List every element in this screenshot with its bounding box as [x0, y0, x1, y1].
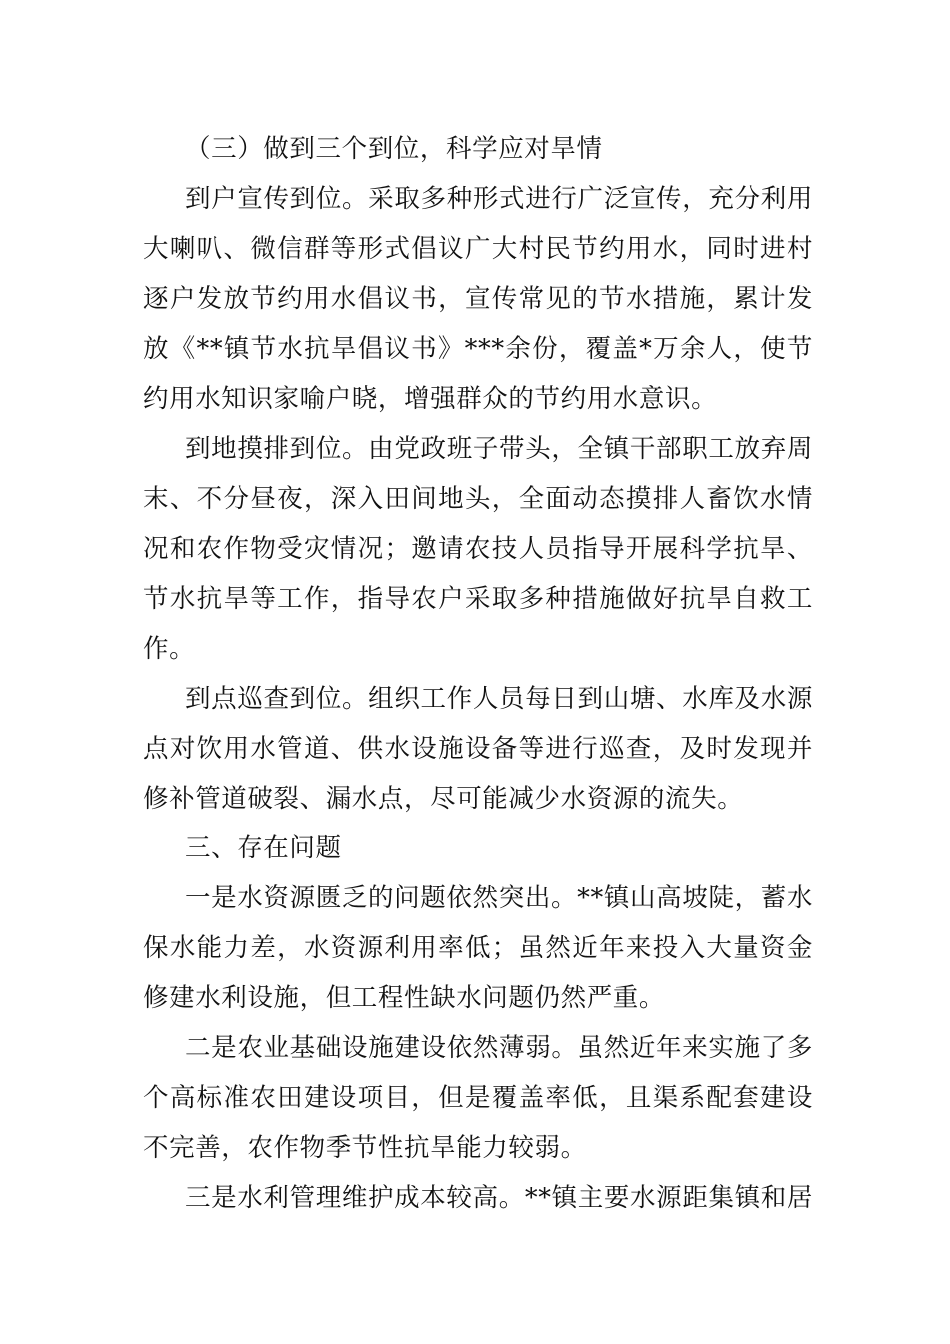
paragraph-line: 点对饮用水管道、供水设施设备等进行巡查，及时发现并	[143, 734, 813, 764]
paragraph-line: 修建水利设施，但工程性缺水问题仍然严重。	[143, 983, 666, 1013]
paragraph-line: 一是水资源匮乏的问题依然突出。**镇山高坡陡，蓄水	[185, 883, 813, 913]
paragraph-line: 逐户发放节约用水倡议书，宣传常见的节水措施，累计发	[143, 284, 813, 314]
paragraph-line: 二是农业基础设施建设依然薄弱。虽然近年来实施了多	[185, 1033, 813, 1063]
paragraph-line: 作。	[143, 634, 196, 664]
paragraph-line: 放《**镇节水抗旱倡议书》***余份，覆盖*万余人，使节	[143, 334, 813, 364]
subheading-three: （三）做到三个到位，科学应对旱情	[185, 134, 603, 164]
paragraph-line: 到地摸排到位。由党政班子带头，全镇干部职工放弃周	[185, 434, 813, 464]
paragraph-line: 大喇叭、微信群等形式倡议广大村民节约用水，同时进村	[143, 234, 813, 264]
paragraph-line: 不完善，农作物季节性抗旱能力较弱。	[143, 1133, 587, 1163]
paragraph-line: 保水能力差，水资源利用率低；虽然近年来投入大量资金	[143, 933, 813, 963]
paragraph-line: 到户宣传到位。采取多种形式进行广泛宣传，充分利用	[185, 184, 813, 214]
paragraph-line: 三是水利管理维护成本较高。**镇主要水源距集镇和居	[185, 1183, 813, 1213]
section-heading-problems: 三、存在问题	[185, 833, 342, 863]
paragraph-line: 约用水知识家喻户晓，增强群众的节约用水意识。	[143, 384, 718, 414]
paragraph-line: 到点巡查到位。组织工作人员每日到山塘、水库及水源	[185, 684, 813, 714]
paragraph-line: 况和农作物受灾情况；邀请农技人员指导开展科学抗旱、	[143, 534, 813, 564]
paragraph-line: 修补管道破裂、漏水点，尽可能减少水资源的流失。	[143, 784, 744, 814]
paragraph-line: 节水抗旱等工作，指导农户采取多种措施做好抗旱自救工	[143, 584, 813, 614]
paragraph-line: 末、不分昼夜，深入田间地头，全面动态摸排人畜饮水情	[143, 484, 813, 514]
paragraph-line: 个高标准农田建设项目，但是覆盖率低，且渠系配套建设	[143, 1083, 813, 1113]
